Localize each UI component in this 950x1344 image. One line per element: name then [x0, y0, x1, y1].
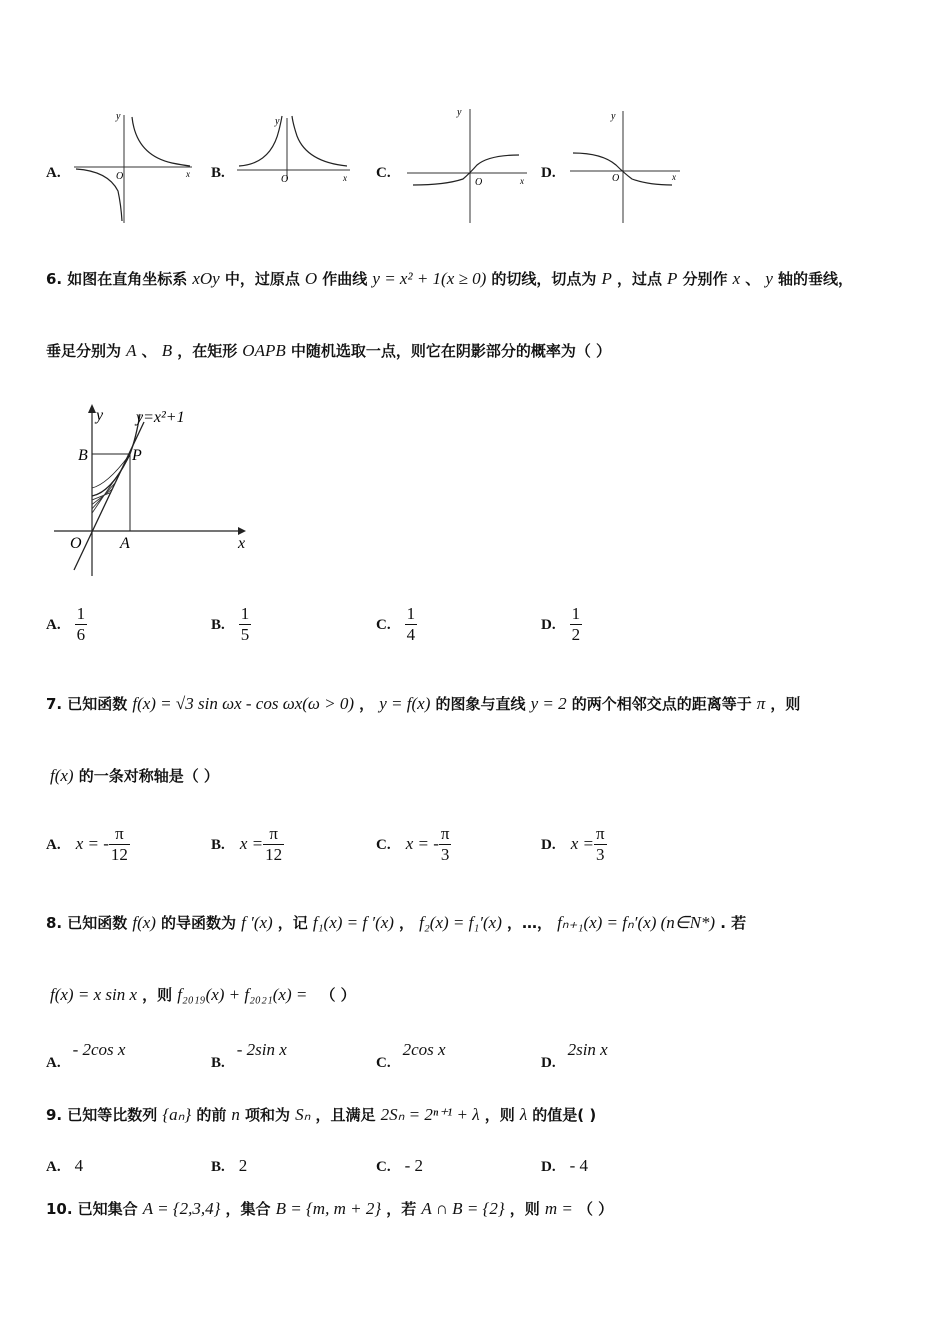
q5-option-c[interactable]: C. — [376, 165, 391, 181]
q5-c-x-label: x — [520, 176, 524, 186]
q7-number: 7. — [46, 695, 63, 713]
q5-b-y-label: y — [275, 116, 280, 127]
q6-option-a[interactable]: A. $\frac{1}{6}$ — [46, 604, 86, 644]
q6-figure — [52, 400, 257, 580]
q5-graph-c — [405, 103, 530, 225]
q8-option-a[interactable]: A.- 2cos x — [46, 1040, 126, 1071]
q5-c-origin: O — [475, 177, 483, 188]
q9-option-a[interactable]: A. 4 — [46, 1156, 84, 1175]
q8-option-c[interactable]: C.2cos x — [376, 1040, 446, 1071]
q5-option-d[interactable]: D. — [541, 165, 556, 181]
q5-option-b[interactable]: B. — [211, 165, 225, 181]
q6-fig-O: O — [70, 535, 82, 552]
q7-line1: 7. 已知函数 f(x) = √3 sin ωx - cos ωx(ω > 0) ， y = f(x) 的图象与直线 y = 2 的两个相邻交点的距离等于 π ，则 — [46, 694, 801, 713]
q7-option-d[interactable]: D. x = $\frac{\pi}{3}$ — [541, 824, 605, 864]
q5-b-origin: O — [281, 174, 289, 185]
q6-fig-curve-label: y=x²+1 — [136, 409, 185, 426]
q5-c-y-label: y — [457, 107, 462, 118]
q7-line2: f(x) 的一条对称轴是（ ） — [50, 766, 219, 785]
q7-option-c[interactable]: C. x = - $\frac{\pi}{3}$ — [376, 824, 450, 864]
q5-graph-b — [235, 110, 355, 190]
q6-fig-B: B — [78, 447, 88, 464]
q5-d-origin: O — [612, 173, 620, 184]
q9-option-c[interactable]: C. - 2 — [376, 1156, 424, 1175]
q5-a-x-label: x — [186, 169, 190, 179]
q5-a-origin: O — [116, 171, 124, 182]
q6-line2: 垂足分别为 A 、 B ，在矩形 OAPB 中随机选取一点，则它在阴影部分的概率为（ ） — [46, 341, 612, 360]
q5-d-y-label: y — [611, 111, 616, 122]
q6-line1: 6. 如图在直角坐标系 xOy 中，过原点 O 作曲线 y = x² + 1(x ≥ 0) 的切线，切点为 P ，过点 P 分别作 x 、 y 轴的垂线， — [46, 269, 854, 288]
q6-number: 6. — [46, 270, 63, 288]
q8-option-b[interactable]: B.- 2sin x — [211, 1040, 287, 1071]
q7-option-b[interactable]: B. x = $\frac{\pi}{12}$ — [211, 824, 283, 864]
q7-option-a[interactable]: A. x = - $\frac{\pi}{12}$ — [46, 824, 128, 864]
q8-line2: f(x) = x sin x ，则 f₂₀₁₉(x) + f₂₀₂₁(x) = （ ） — [50, 985, 356, 1004]
q6-fig-y-label: y — [96, 407, 104, 424]
q5-d-x-label: x — [672, 172, 676, 182]
q5-a-y-label: y — [116, 111, 121, 122]
q8-number: 8. — [46, 914, 63, 932]
q6-option-c[interactable]: C. $\frac{1}{4}$ — [376, 604, 416, 644]
q9-option-b[interactable]: B. 2 — [211, 1156, 248, 1175]
q9-option-d[interactable]: D. - 4 — [541, 1156, 589, 1175]
q6-option-d[interactable]: D. $\frac{1}{2}$ — [541, 604, 581, 644]
q6-fig-x-label: x — [238, 535, 246, 552]
q8-line1: 8. 已知函数 f(x) 的导函数为 f ′(x) ，记 f₁(x) = f ′(x) ， f₂(x) = f₁′(x) ，…， fₙ₊₁(x) = fₙ′(x) (n∈N*) . 若 — [46, 913, 747, 932]
q6-option-b[interactable]: B. $\frac{1}{5}$ — [211, 604, 250, 644]
q10-number: 10. — [46, 1200, 73, 1218]
q6-fig-A: A — [120, 535, 130, 552]
q10-line1: 10. 已知集合 A = {2,3,4} ，集合 B = {m, m + 2} ，若 A ∩ B = {2} ，则 m = （ ） — [46, 1199, 614, 1218]
q6-fig-P: P — [132, 447, 142, 464]
q5-graph-a — [72, 105, 197, 225]
q5-b-x-label: x — [343, 173, 347, 183]
q5-graph-d — [568, 105, 688, 225]
q9-number: 9. — [46, 1106, 63, 1124]
q5-option-a[interactable]: A. — [46, 165, 61, 181]
q9-line1: 9. 已知等比数列 {aₙ} 的前 n 项和为 Sₙ ，且满足 2Sₙ = 2ⁿ⁺¹ + λ ，则 λ 的值是( ) — [46, 1105, 597, 1124]
q8-option-d[interactable]: D.2sin x — [541, 1040, 608, 1071]
